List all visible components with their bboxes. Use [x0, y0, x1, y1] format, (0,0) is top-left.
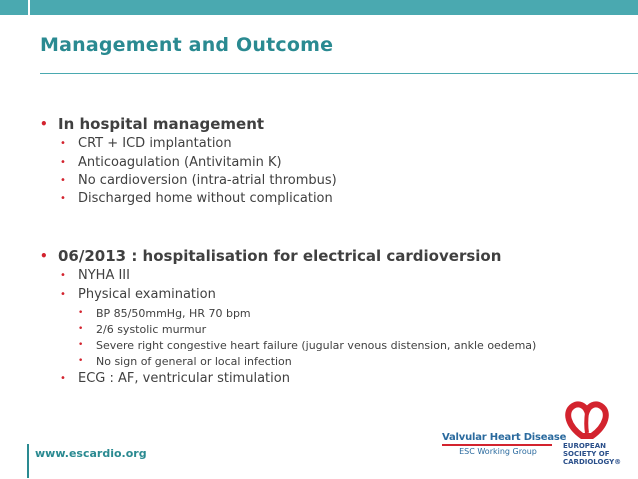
bullet-icon: •	[60, 138, 66, 149]
banner-divider	[28, 0, 30, 15]
bullet-icon: •	[40, 117, 48, 131]
bullet-icon: •	[60, 175, 66, 186]
vhd-logo	[442, 432, 567, 456]
footer-url[interactable]: www.escardio.org	[35, 447, 147, 460]
bullet-icon: •	[60, 270, 66, 281]
bullet-icon: •	[78, 340, 84, 350]
bullet-icon: •	[60, 157, 66, 168]
top-banner	[0, 0, 638, 15]
title-rule	[40, 73, 638, 74]
vhd-logo-subtitle: ESC Working Group	[459, 447, 537, 456]
bullet-icon: •	[60, 289, 66, 300]
bullet-icon: •	[78, 324, 84, 334]
vhd-logo-rule	[442, 444, 552, 446]
vhd-logo-title: Valvular Heart Disease	[442, 432, 567, 443]
slide-title: Management and Outcome	[40, 34, 334, 56]
bullet-icon: •	[78, 308, 84, 318]
footer-accent-bar	[27, 444, 29, 478]
esc-logo-text: EUROPEAN SOCIETY OF CARDIOLOGY®	[563, 442, 622, 466]
bullet-icon: •	[60, 193, 66, 204]
bullet-icon: •	[40, 249, 48, 263]
bullet-icon: •	[78, 356, 84, 366]
bullet-icon: •	[60, 373, 66, 384]
